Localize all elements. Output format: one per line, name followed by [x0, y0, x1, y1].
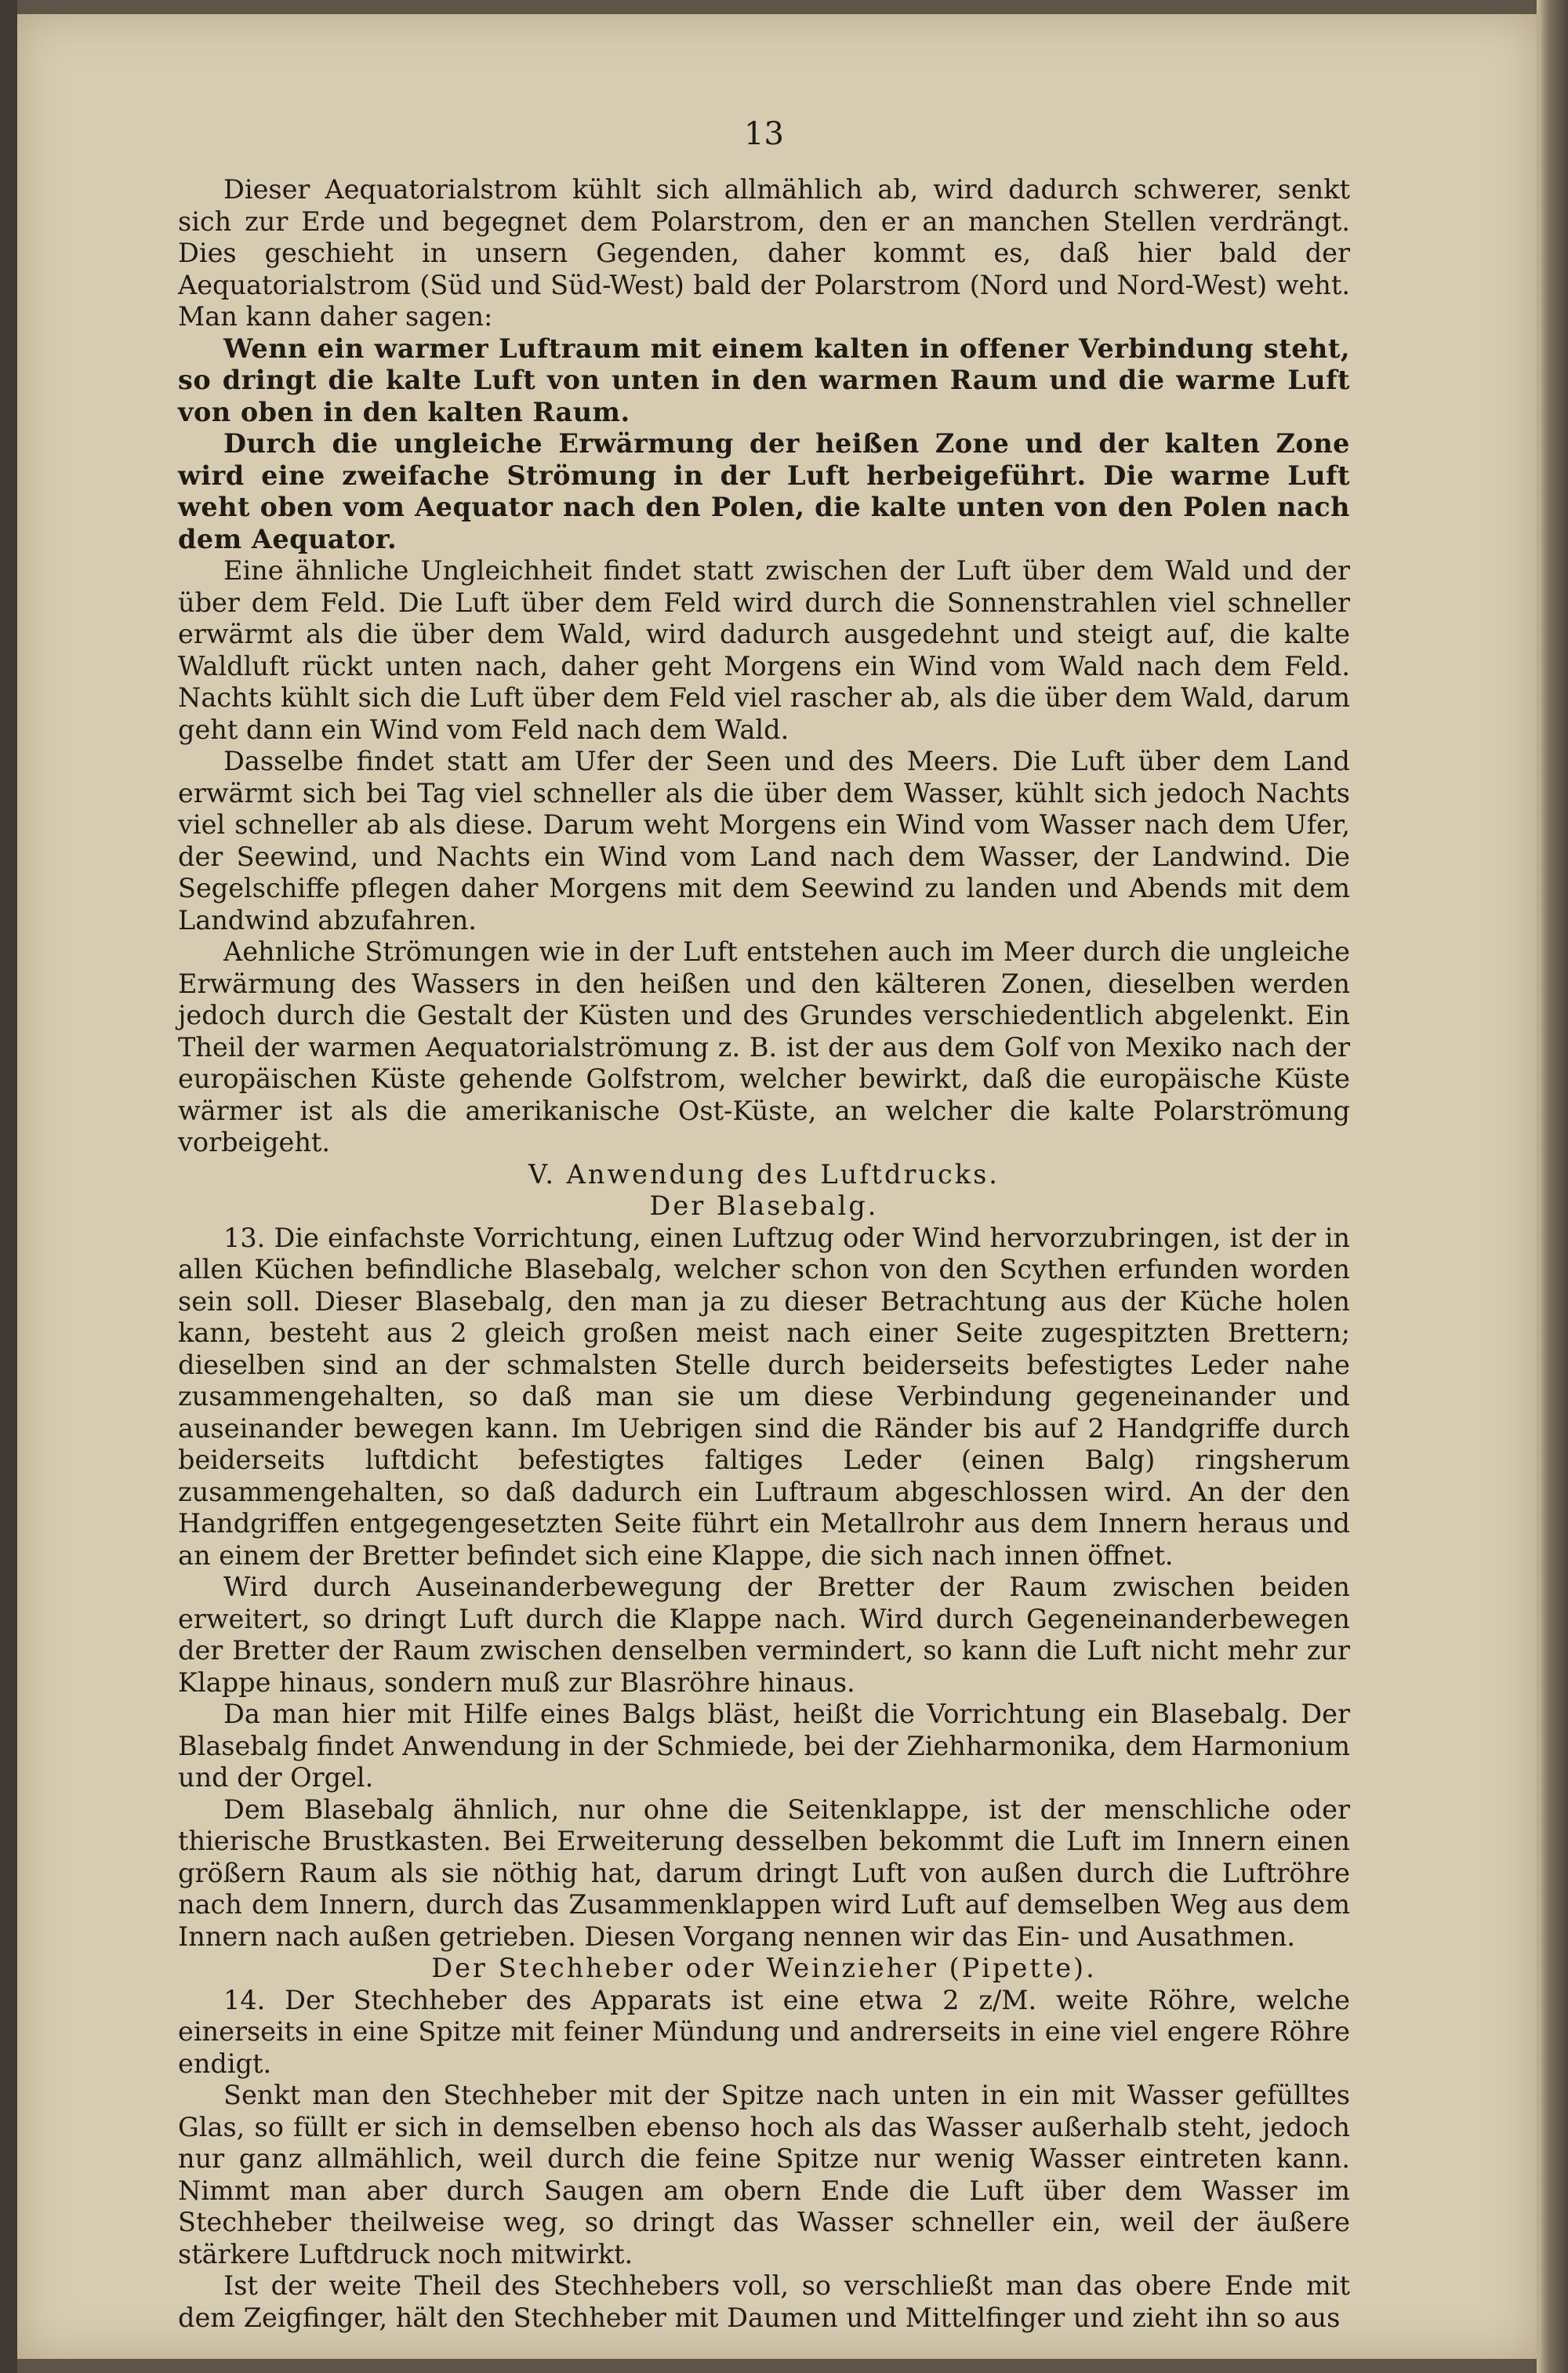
subheading-blasebalg: Der Blasebalg. [649, 1190, 879, 1221]
paragraph-13-blasebalg: 13. Die einfachste Vorrichtung, einen Luftzug oder Wind hervorzubringen, ist der in allen Küchen befindliche Blasebalg, welcher schon von den Scythen erfunden worden sein soll. Dieser Blasebalg, den man ja zu dieser Betrachtung aus der Küche holen kann, besteht aus 2 gleich großen meist nach einer Seite zugespitzten Brettern; dieselben sind an der schmalsten Stelle durch beiderseits befestigtes Leder nahe zusammengehalten, so daß man sie um diese Verbindung gegeneinander und auseinander bewegen kann. Im Uebrigen sind die Ränder bis auf 2 Handgriffe durch beiderseits luftdicht befestigtes faltiges Leder (einen Balg) ringsherum zusammengehalten, so daß dadurch ein Luftraum abgeschlossen wird. An der den Handgriffen entgegengesetzten Seite führt ein Metallrohr aus dem Innern heraus und an einem der Bretter befindet sich eine Klappe, die sich nach innen öffnet. [178, 1222, 1350, 1571]
paragraph-blasebalg-anwendung: Da man hier mit Hilfe eines Balgs bläst, heißt die Vorrichtung ein Blasebalg. Der Blasebalg findet Anwendung in der Schmiede, bei der Ziehharmonika, dem Harmonium und der Orgel. [178, 1699, 1350, 1793]
subheading-stechheber: Der Stechheber oder Weinzieher (Pipette). [431, 1953, 1097, 1983]
page-number: 13 [744, 116, 784, 152]
paragraph-14-stechheber: 14. Der Stechheber des Apparats ist eine etwa 2 z/M. weite Röhre, welche einerseits in eine Spitze mit feiner Mündung und andrerseits in eine viel engere Röhre endigt. [178, 1984, 1350, 2079]
paragraph-weite-theil: Ist der weite Theil des Stechhebers voll, so verschließt man das obere Ende mit dem Zeigfinger, hält den Stechheber mit Daumen und Mittelfinger und zieht ihn so aus [178, 2270, 1350, 2333]
bold-rule-warm-cold-air: Wenn ein warmer Luftraum mit einem kalten in offener Verbindung steht, so dringt die kalte Luft von unten in den warmen Raum und die warme Luft von oben in den kalten Raum. [178, 333, 1350, 427]
page-content [178, 14, 1350, 2334]
section-heading-luftdruck: V. Anwendung des Luftdrucks. [528, 1158, 1000, 1190]
paragraph-bretter-raum: Wird durch Auseinanderbewegung der Bretter der Raum zwischen beiden erweitert, so dringt Luft durch die Klappe nach. Wird durch Gegeneinanderbewegen der Bretter der Raum zwischen denselben vermindert, so kann die Luft nicht mehr zur Klappe hinaus, sondern muß zur Blasröhre hinaus. [178, 1572, 1350, 1698]
paragraph-aequatorialstrom: Dieser Aequatorialstrom kühlt sich allmählich ab, wird dadurch schwerer, senkt sich zur Erde und begegnet dem Polarstrom, den er an manchen Stellen verdrängt. Dies geschieht in unsern Gegenden, daher kommt es, daß hier bald der Aequatorialstrom (Süd und Süd-West) bald der Polarstrom (Nord und Nord-West) weht. Man kann daher sagen: [178, 174, 1350, 332]
paragraph-brustkasten: Dem Blasebalg ähnlich, nur ohne die Seitenklappe, ist der menschliche oder thierische Brustkasten. Bei Erweiterung desselben bekommt die Luft im Innern einen größern Raum als sie nöthig hat, darum dringt Luft von außen durch die Luftröhre nach dem Innern, durch das Zusammenklappen wird Luft auf demselben Weg aus dem Innern nach außen getrieben. Diesen Vorgang nennen wir das Ein- und Ausathmen. [178, 1793, 1350, 1952]
page-edge [1537, 0, 1568, 2373]
bold-rule-double-current: Durch die ungleiche Erwärmung der heißen Zone und der kalten Zone wird eine zweifache Strömung in der Luft herbeigeführt. Die warme Luft weht oben vom Aequator nach den Polen, die kalte unten von den Polen nach dem Aequator. [178, 428, 1350, 554]
book-spine [0, 0, 17, 2373]
paragraph-wald-feld: Eine ähnliche Ungleichheit findet statt zwischen der Luft über dem Wald und der über dem Feld. Die Luft über dem Feld wird durch die Sonnenstrahlen viel schneller erwärmt als die über dem Wald, wird dadurch ausgedehnt und steigt auf, die kalte Waldluft rückt unten nach, daher geht Morgens ein Wind vom Wald nach dem Feld. Nachts kühlt sich die Luft über dem Feld viel rascher ab, als die über dem Wald, darum geht dann ein Wind vom Feld nach dem Wald. [178, 555, 1350, 745]
paragraph-senkt-stechheber: Senkt man den Stechheber mit der Spitze nach unten in ein mit Wasser gefülltes Glas, so füllt er sich in demselben ebenso hoch als das Wasser außerhalb steht, jedoch nur ganz allmählich, weil durch die feine Spitze nur wenig Wasser eintreten kann. Nimmt man aber durch Saugen am obern Ende die Luft über dem Wasser im Stechheber theilweise weg, so dringt das Wasser schneller ein, weil der äußere stärkere Luftdruck noch mitwirkt. [178, 2080, 1350, 2269]
paragraph-see-land-wind: Dasselbe findet statt am Ufer der Seen und des Meers. Die Luft über dem Land erwärmt sich bei Tag viel schneller als die über dem Wasser, kühlt sich jedoch Nachts viel schneller ab als diese. Darum weht Morgens ein Wind vom Wasser nach dem Ufer, der Seewind, und Nachts ein Wind vom Land nach dem Wasser, der Landwind. Die Segelschiffe pflegen daher Morgens mit dem Seewind zu landen und Abends mit dem Landwind abzufahren. [178, 746, 1350, 936]
paragraph-meeresstroemungen: Aehnliche Strömungen wie in der Luft entstehen auch im Meer durch die ungleiche Erwärmung des Wassers in den heißen und den kälteren Zonen, dieselben werden jedoch durch die Gestalt der Küsten und des Grundes verschiedentlich abgelenkt. Ein Theil der warmen Aequatorialströmung z. B. ist der aus dem Golf von Mexiko nach der europäischen Küste gehende Golfstrom, welcher bewirkt, daß die europäische Küste wärmer ist als die amerikanische Ost-Küste, an welcher die kalte Polarströmung vorbeigeht. [178, 936, 1350, 1157]
book-page [17, 14, 1541, 2359]
